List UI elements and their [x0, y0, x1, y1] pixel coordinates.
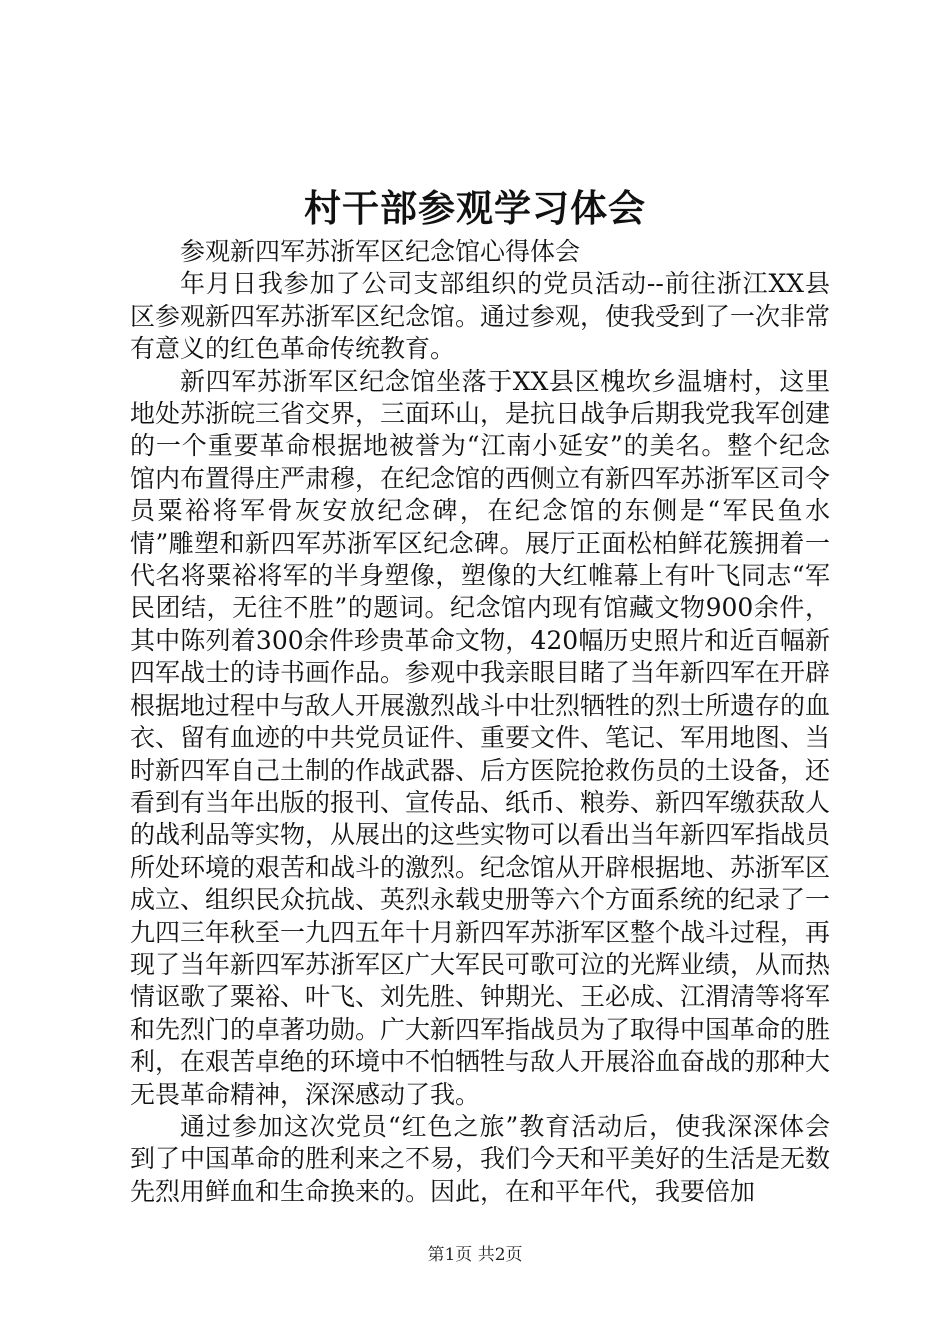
paragraph: 年月日我参加了公司支部组织的党员活动--前往浙江XX县区参观新四军苏浙军区纪念馆。通过参观，使我受到了一次非常有意义的红色革命传统教育。: [130, 269, 831, 364]
page-number-footer: 第1页 共2页: [427, 1245, 523, 1265]
paragraph: 新四军苏浙军区纪念馆坐落于XX县区槐坎乡温塘村，这里地处苏浙皖三省交界，三面环山，是抗日战争后期我党我军创建的一个重要革命根据地被誉为“江南小延安”的美名。整个纪念馆内布置得庄严肃穆，在纪念馆的西侧立有新四军苏浙军区司令员粟裕将军骨灰安放纪念碑，在纪念馆的东侧是“军民鱼水情”雕塑和新四军苏浙军区纪念碑。展厅正面松柏鲜花簇拥着一代名将粟裕将军的半身塑像，塑像的大红帷幕上有叶飞同志“军民团结，无往不胜”的题词。纪念馆内现有馆藏文物900余件，其中陈列着300余件珍贵革命文物，420幅历史照片和近百幅新四军战士的诗书画作品。参观中我亲眼目睹了当年新四军在开辟根据地过程中与敌人开展激烈战斗中壮烈牺牲的烈士所遗存的血衣、留有血迹的中共党员证件、重要文件、笔记、军用地图、当时新四军自己土制的作战武器、后方医院抢救伤员的土设备，还看到有当年出版的报刊、宣传品、纸币、粮券、新四军缴获敌人的战利品等实物，从展出的这些实物可以看出当年新四军指战员所处环境的艰苦和战斗的激烈。纪念馆从开辟根据地、苏浙军区成立、组织民众抗战、英烈永载史册等六个方面系统的纪录了一九四三年秋至一九四五年十月新四军苏浙军区整个战斗过程，再现了当年新四军苏浙军区广大军民可歌可泣的光辉业绩，从而热情讴歌了粟裕、叶飞、刘先胜、钟期光、王必成、江渭清等将军和先烈门的卓著功勋。广大新四军指战员为了取得中国革命的胜利，在艰苦卓绝的环境中不怕牺牲与敌人开展浴血奋战的那种大无畏革命精神，深深感动了我。: [130, 366, 831, 1109]
document-body: [130, 236, 830, 1208]
document-title: 村干部参观学习体会: [304, 186, 646, 230]
paragraph-subtitle: 参观新四军苏浙军区纪念馆心得体会: [180, 237, 581, 266]
paragraph: 通过参加这次党员“红色之旅”教育活动后，使我深深体会到了中国革命的胜利来之不易，我们今天和平美好的生活是无数先烈用鲜血和生命换来的。因此，在和平年代，我要倍加: [130, 1111, 831, 1206]
